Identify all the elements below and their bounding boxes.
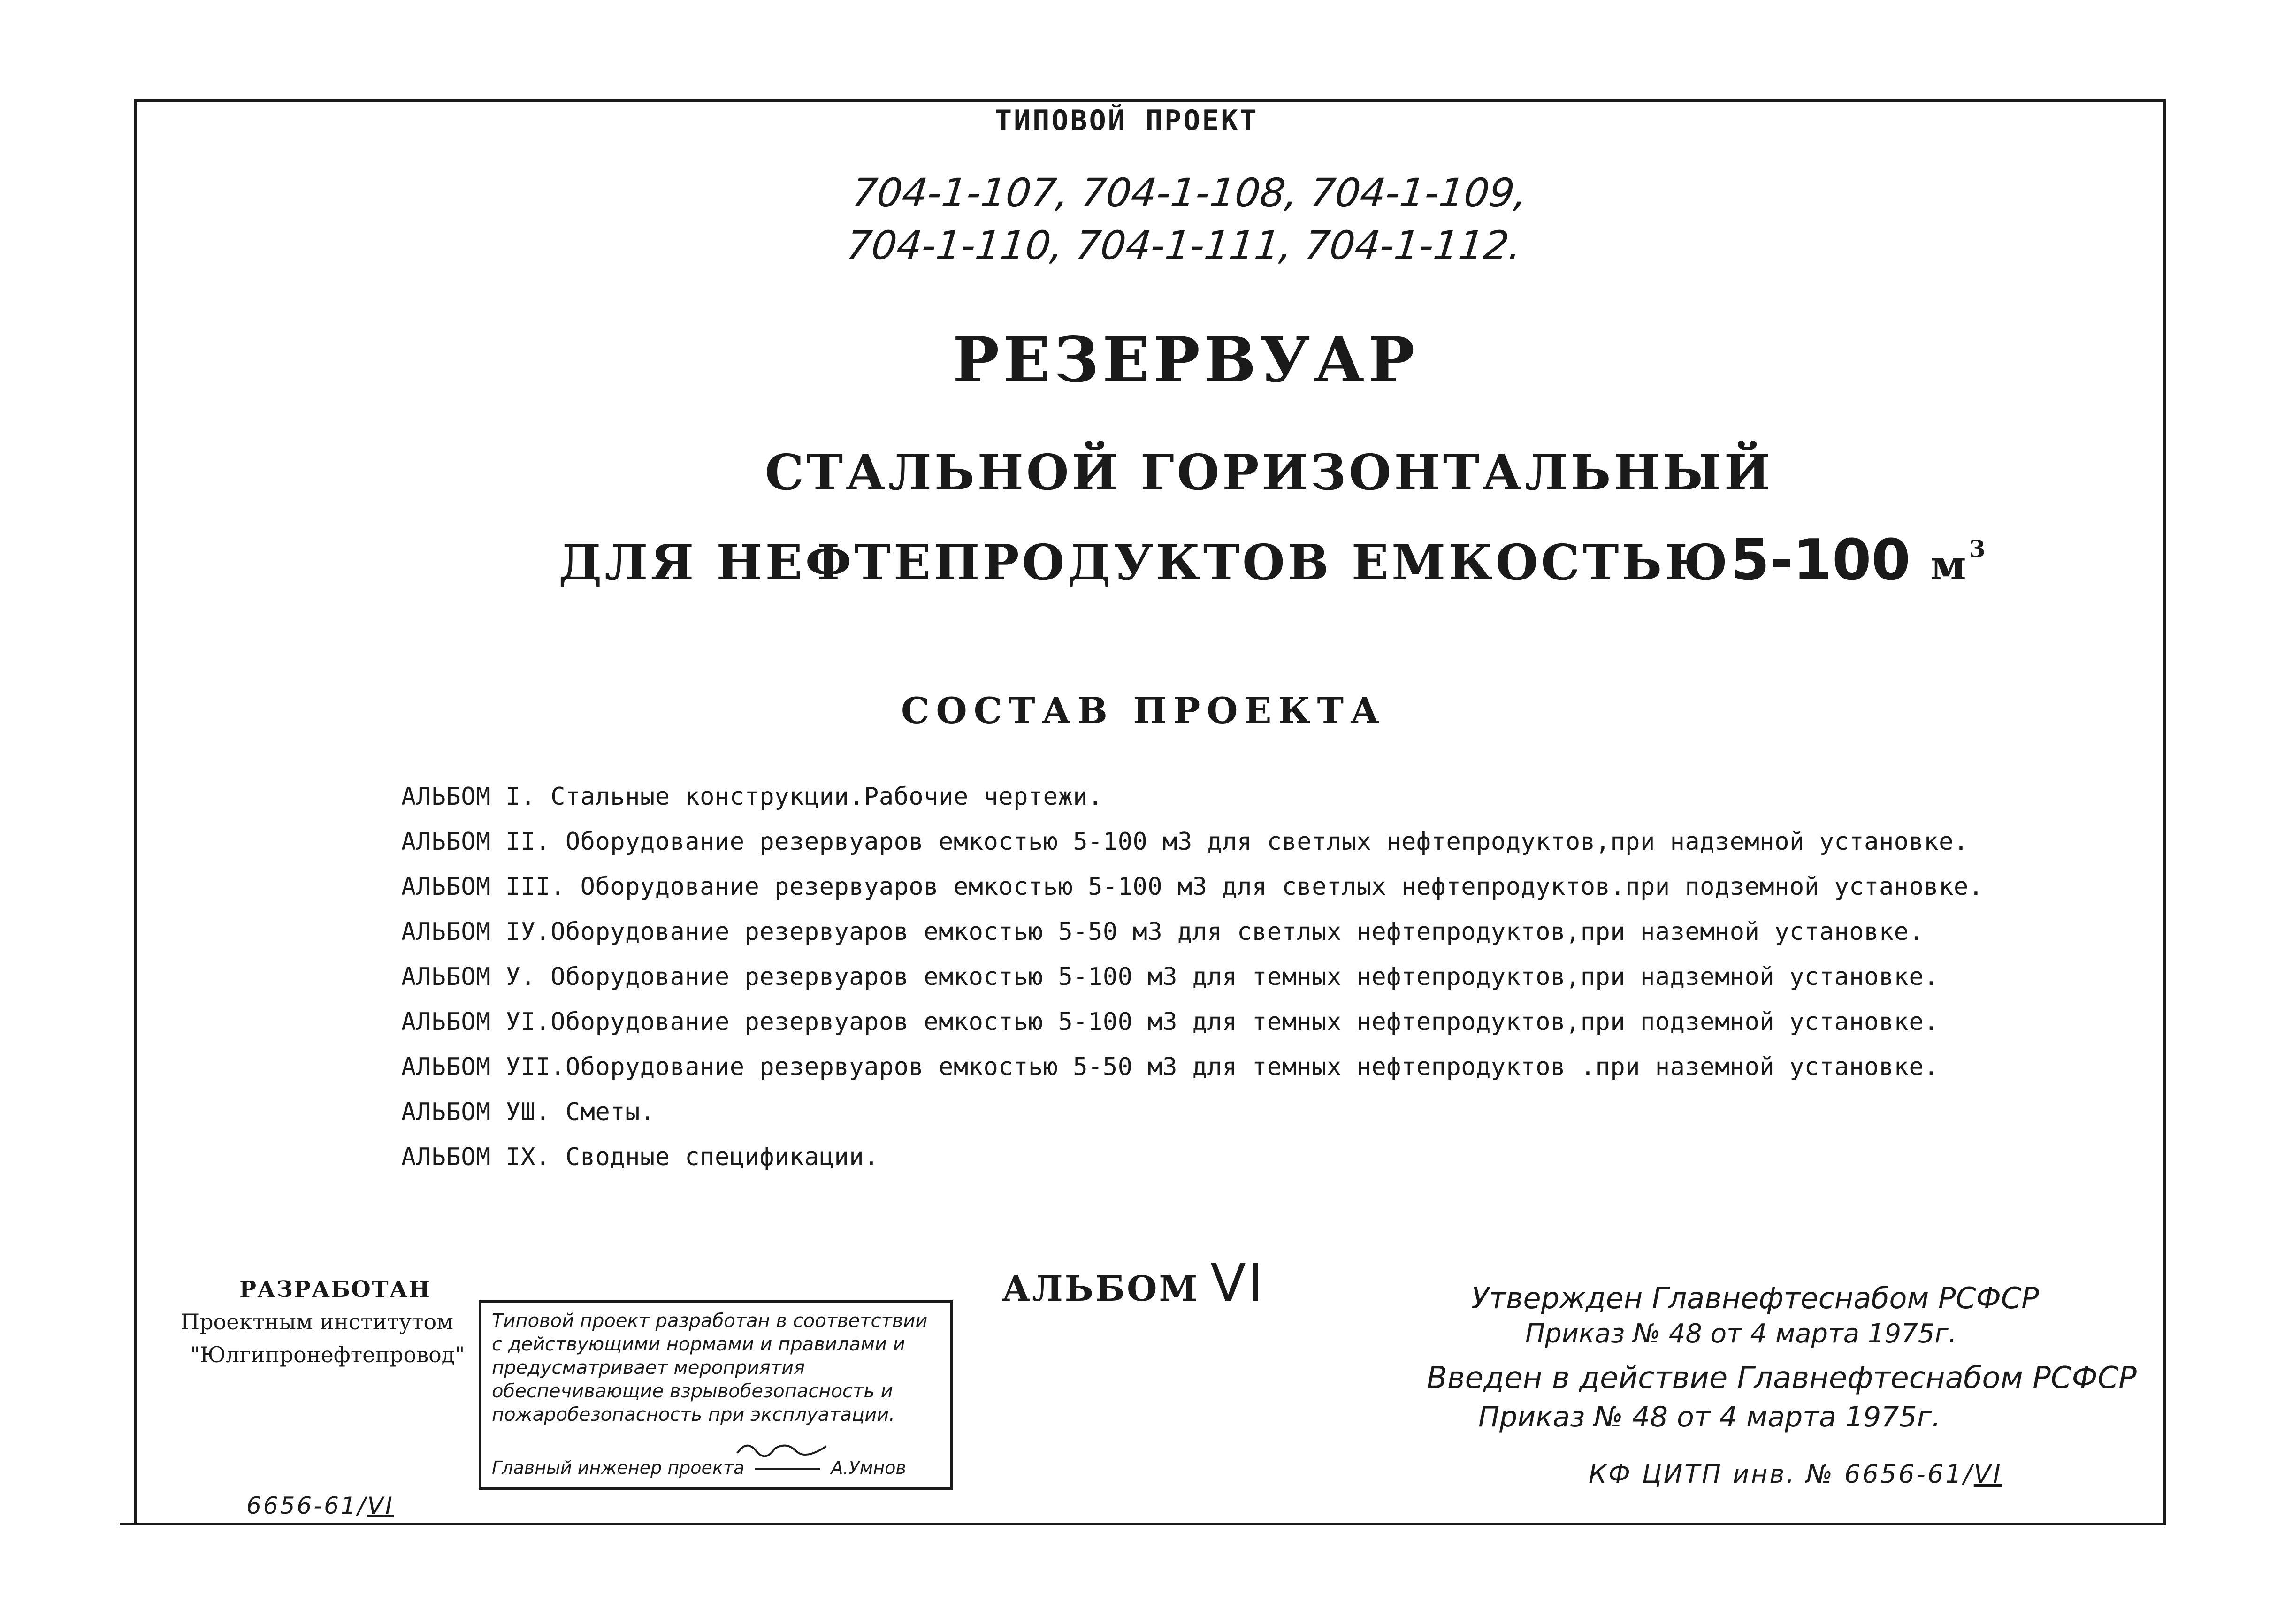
album-list-item: АЛЬБОМ УII.Оборудование резервуаров емкостью 5-50 м3 для темных нефтепродуктов .при наземной установке. [401, 1053, 1939, 1081]
inventory-prefix: КФ ЦИТП инв. № 6656-61/ [1589, 1459, 1974, 1489]
album-list-item: АЛЬБОМ УI.Оборудование резервуаров емкостью 5-100 м3 для темных нефтепродуктов,при подземной установке. [401, 1008, 1939, 1036]
frame-bottom-line [120, 1523, 2166, 1525]
composition-heading: СОСТАВ ПРОЕКТА [901, 690, 1386, 732]
album-list-item: АЛЬБОМ III. Оборудование резервуаров емкостью 5-100 м3 для светлых нефтепродуктов.при подземной установке. [401, 873, 1984, 901]
approval-line-1: Утвержден Главнефтеснабом РСФСР [1471, 1281, 2039, 1315]
compliance-note-box [479, 1300, 953, 1490]
signature-row [492, 1456, 940, 1479]
signature-role: Главный инженер проекта [492, 1457, 745, 1478]
album-list [401, 774, 1984, 1180]
approval-line-2: Приказ № 48 от 4 марта 1975г. [1525, 1319, 1957, 1349]
approval-line-4: Приказ № 48 от 4 марта 1975г. [1478, 1401, 1941, 1433]
signature-line [755, 1468, 820, 1470]
compliance-note-text: Типовой проект разработан в соответствии с действующими нормами и правилами и предусматривает мероприятия обеспечивающие взрывобезопасность и пожаробезопасность при эксплуатации. [492, 1310, 928, 1426]
developer-institute: "Юлгипронефтепровод" [190, 1342, 465, 1367]
inventory-suffix: VI [1973, 1459, 2002, 1489]
document-title: РЕЗЕРВУАР [953, 324, 1419, 396]
developer-label: РАЗРАБОТАН [239, 1276, 431, 1303]
album-list-item: АЛЬБОМ II. Оборудование резервуаров емкостью 5-100 м3 для светлых нефтепродуктов,при надземной установке. [401, 828, 1969, 856]
album-label-text: АЛЬБОМ [1002, 1269, 1200, 1309]
album-label [1002, 1253, 1265, 1313]
document-subtitle-line-2 [558, 528, 1988, 593]
subtitle-text: ДЛЯ НЕФТЕПРОДУКТОВ ЕМКОСТЬЮ [558, 534, 1731, 591]
project-numbers [844, 167, 1529, 272]
project-numbers-line-1: 704-1-107, 704-1-108, 704-1-109, [849, 170, 1529, 216]
document-code-prefix: 6656-61/ [246, 1492, 367, 1519]
document-subtitle-line-1: СТАЛЬНОЙ ГОРИЗОНТАЛЬНЫЙ [765, 443, 1773, 501]
album-list-item: АЛЬБОМ I. Стальные конструкции.Рабочие чертежи. [401, 783, 1103, 811]
signature-name: А.Умнов [831, 1457, 906, 1478]
developer-line-1: Проектным институтом [181, 1309, 453, 1334]
approval-line-3: Введен в действие Главнефтеснабом РСФСР [1427, 1361, 2137, 1395]
capacity-unit: м [1930, 541, 1969, 589]
document-code [246, 1492, 394, 1519]
album-list-item: АЛЬБОМ У. Оборудование резервуаров емкостью 5-100 м3 для темных нефтепродуктов,при надземной установке. [401, 963, 1939, 991]
project-numbers-line-2: 704-1-110, 704-1-111, 704-1-112. [844, 222, 1524, 268]
inventory-number [1589, 1459, 2002, 1489]
capacity-value: 5-100 [1730, 528, 1911, 593]
capacity-unit-power: 3 [1969, 535, 1988, 563]
album-number: VI [1210, 1253, 1265, 1313]
album-list-item: АЛЬБОМ IУ.Оборудование резервуаров емкостью 5-50 м3 для светлых нефтепродуктов,при наземной установке. [401, 918, 1924, 946]
document-code-suffix: VI [367, 1492, 394, 1519]
album-list-item: АЛЬБОМ IX. Сводные спецификации. [401, 1143, 879, 1171]
album-list-item: АЛЬБОМ УШ. Сметы. [401, 1098, 655, 1126]
project-type-label: ТИПОВОЙ ПРОЕКТ [995, 104, 1259, 137]
